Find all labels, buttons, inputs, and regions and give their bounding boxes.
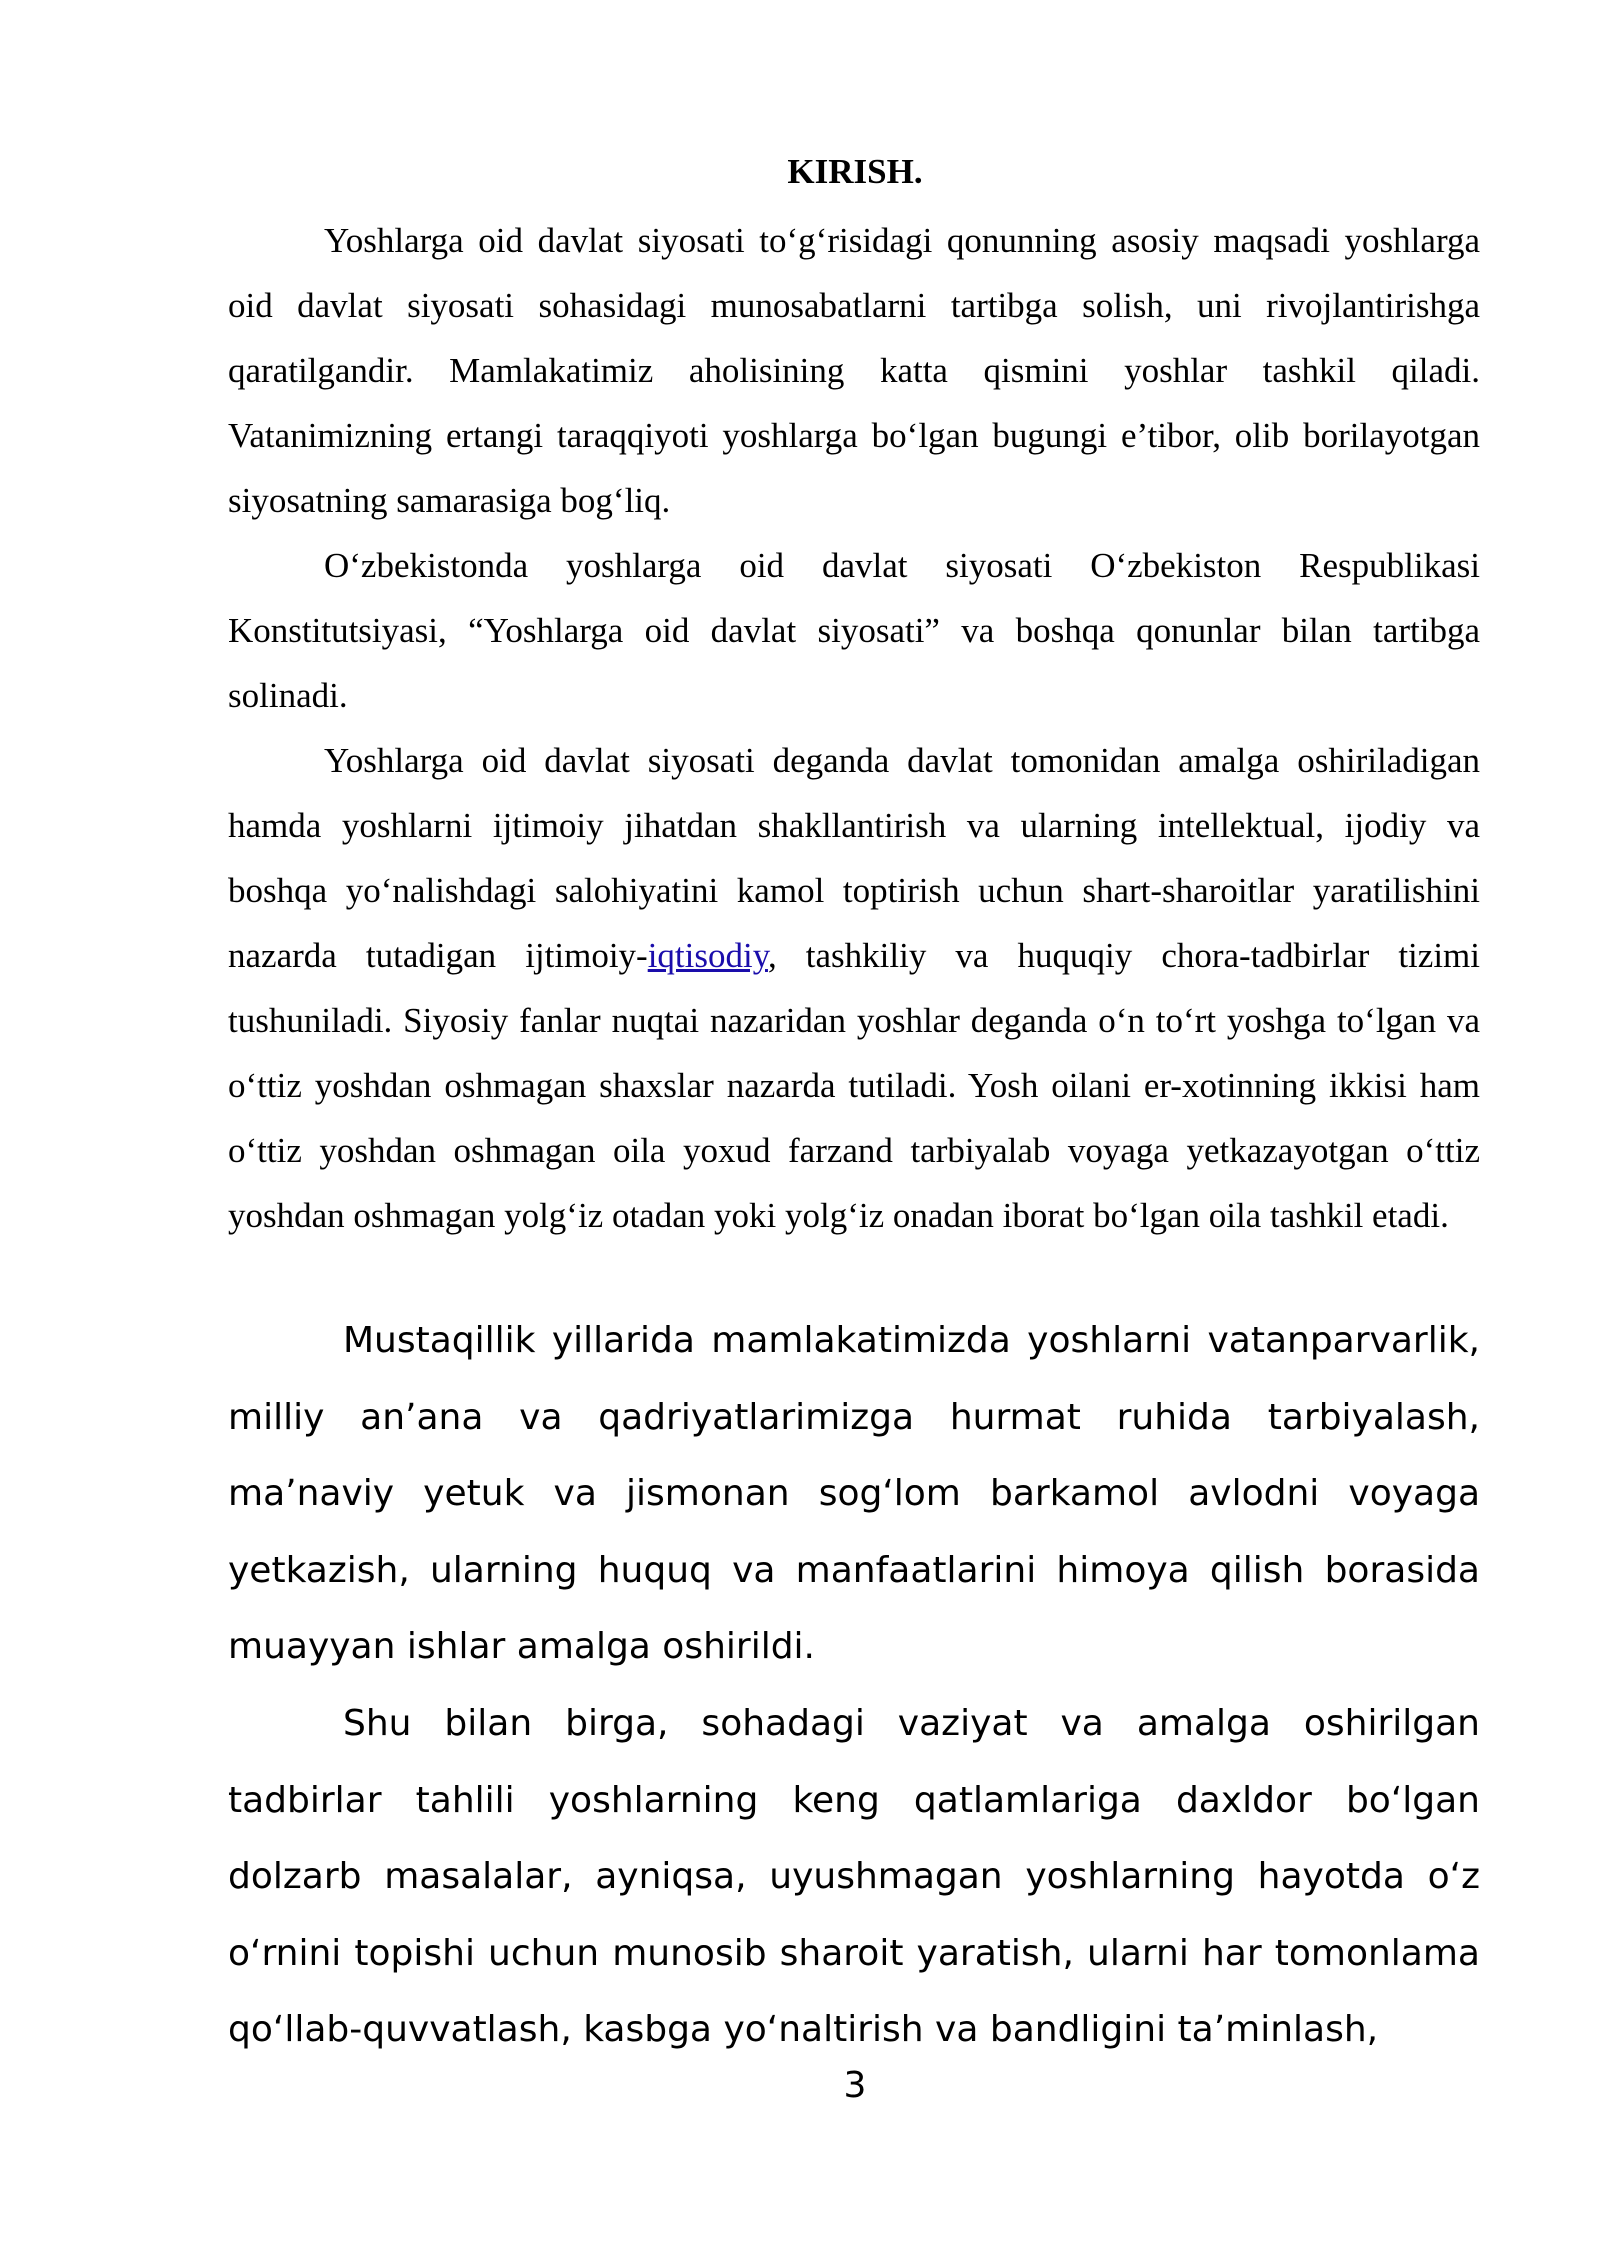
paragraph-3-text-after-link: , tashkiliy va huquqiy chora-tadbirlar tizimi tushuniladi. Siyosiy fanlar nuqtai nazaridan yoshlar deganda o‘n to‘rt yoshga to‘lgan va o‘ttiz yoshdan oshmagan shaxslar nazarda tutiladi. Yosh oilani er-xotinning ikkisi ham o‘ttiz yoshdan oshmagan oila yoxud farzand tarbiyalab voyaga yetkazayotgan o‘ttiz yoshdan oshmagan yolg‘iz otadan yoki yolg‘iz onadan iborat bo‘lgan oila tashkil etadi. [228,936,1480,1235]
sans-text-block [228,1303,1480,2069]
paragraph-3-text-before-link: Yoshlarga oid davlat siyosati deganda davlat tomonidan amalga oshiriladigan hamda yoshlarni ijtimoiy jihatdan shakllantirish va ularning intellektual, ijodiy va boshqa yo‘nalishdagi salohiyatini kamol toptirish uchun shart-sharoitlar yaratilishini nazarda tutadigan ijtimoiy- [228,741,1480,975]
paragraph-3 [228,728,1480,1248]
serif-text-block [228,208,1480,1248]
paragraph-1: Yoshlarga oid davlat siyosati to‘g‘risidagi qonunning asosiy maqsadi yoshlarga oid davlat siyosati sohasidagi munosabatlarni tartibga solish, uni rivojlantirishga qaratilgandir. Mamlakatimiz aholisining katta qismini yoshlar tashkil qiladi. Vatanimizning ertangi taraqqiyoti yoshlarga bo‘lgan bugungi e’tibor, olib borilayotgan siyosatning samarasiga bog‘liq. [228,221,1480,520]
page-number: 3 [843,2065,867,2106]
paragraph-2: O‘zbekistonda yoshlarga oid davlat siyosati O‘zbekiston Respublikasi Konstitutsiyasi, “Yoshlarga oid davlat siyosati” va boshqa qonunlar bilan tartibga solinadi. [228,546,1480,715]
paragraph-4: Mustaqillik yillarida mamlakatimizda yoshlarni vatanparvarlik, milliy an’ana va qadriyatlarimizga hurmat ruhida tarbiyalash, ma’naviy yetuk va jismonan sog‘lom barkamol avlodni voyaga yetkazish, ularning huquq va manfaatlarini himoya qilish borasida muayyan ishlar amalga oshirildi. [228,1320,1480,1668]
section-title: KIRISH. [787,152,923,191]
iqtisodiy-link[interactable]: iqtisodiy [647,936,768,975]
paragraph-5: Shu bilan birga, sohadagi vaziyat va amalga oshirilgan tadbirlar tahlili yoshlarning keng qatlamlariga daxldor bo‘lgan dolzarb masalalar, ayniqsa, uyushmagan yoshlarning hayotda o‘z o‘rnini topishi uchun munosib sharoit yaratish, ularni har tomonlama qo‘llab-quvvatlash, kasbga yo‘naltirish va bandligini ta’minlash, [228,1702,1480,2051]
